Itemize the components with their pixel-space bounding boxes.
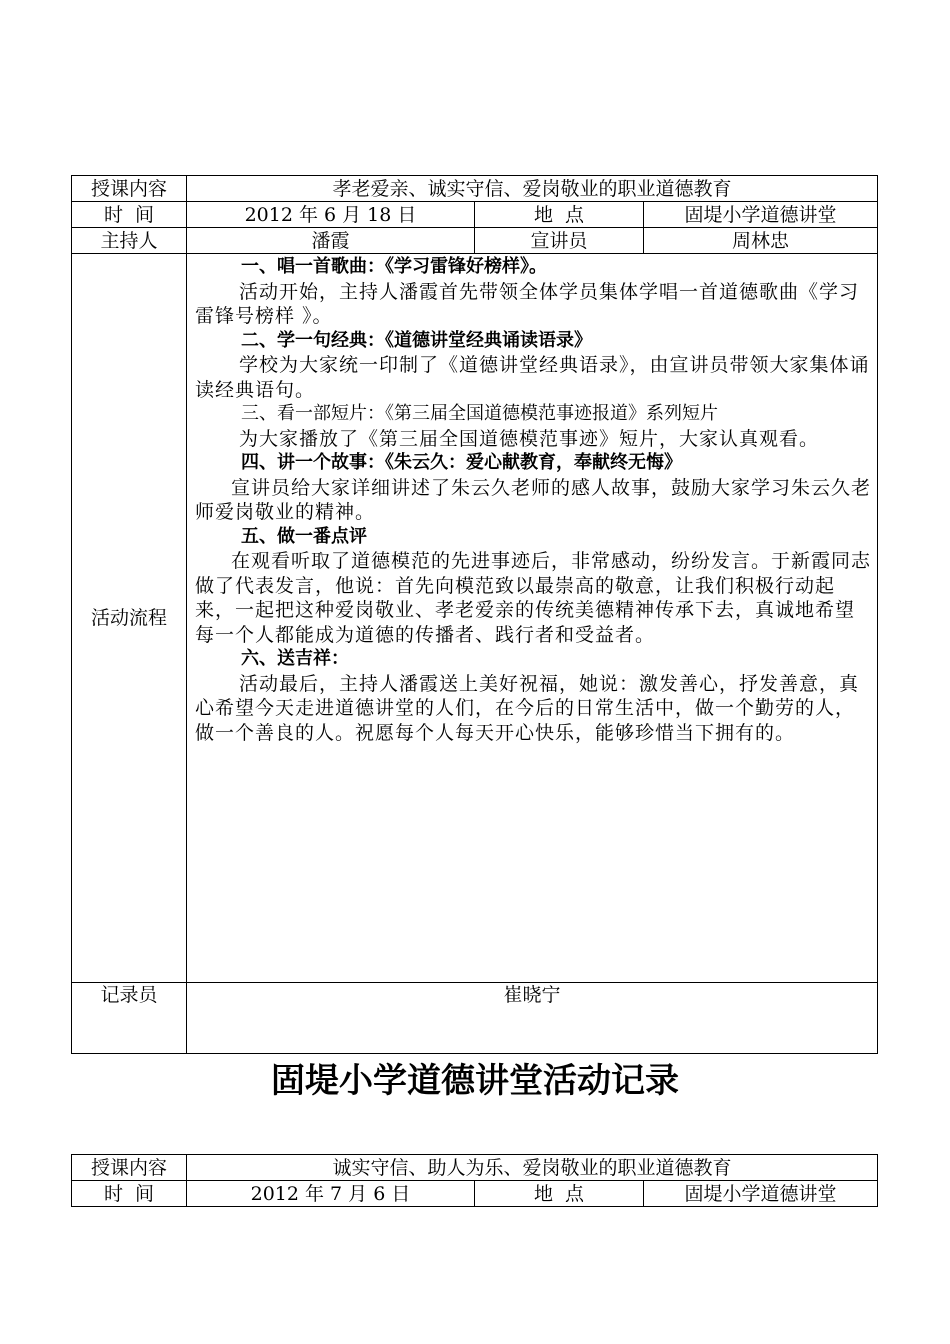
content-value: 孝老爱亲、诚实守信、爱岗敬业的职业道德教育 bbox=[187, 176, 878, 202]
recorder-value: 崔晓宁 bbox=[187, 983, 878, 1054]
place-value: 固堤小学道德讲堂 bbox=[644, 202, 878, 228]
time-value: 2012 年 7 月 6 日 bbox=[187, 1181, 475, 1207]
record-table-1 bbox=[71, 175, 878, 1054]
page-title: 固堤小学道德讲堂活动记录 bbox=[271, 1061, 679, 1101]
flow-heading-5: 五、做一番点评 bbox=[241, 525, 367, 547]
flow-paragraph-6: 活动最后，主持人潘霞送上美好祝福，她说：激发善心，抒发善意，真心希望今天走进道德讲堂的人们，在今后的日常生活中，做一个勤劳的人，做一个善良的人。祝愿每个人每天开心快乐，能够珍惜当下拥有的。 bbox=[195, 672, 860, 744]
flow-heading-2: 二、学一句经典：《道德讲堂经典诵读语录》 bbox=[241, 329, 592, 351]
flow-heading-3: 三、看一部短片：《第三届全国道德模范事迹报道》系列短片 bbox=[241, 403, 718, 424]
speaker-value: 周林忠 bbox=[644, 228, 878, 254]
flow-paragraph-1: 活动开始，主持人潘霞首先带领全体学员集体学唱一首道德歌曲《学习雷锋号榜样 》。 bbox=[195, 280, 860, 327]
flow-paragraph-4: 宣讲员给大家详细讲述了朱云久老师的感人故事，鼓励大家学习朱云久老师爱岗敬业的精神。 bbox=[195, 476, 872, 523]
place-label: 地 点 bbox=[475, 202, 644, 228]
flow-paragraph-2: 学校为大家统一印制了《道德讲堂经典语录》，由宣讲员带领大家集体诵读经典语句。 bbox=[195, 354, 870, 401]
content-value: 诚实守信、助人为乐、爱岗敬业的职业道德教育 bbox=[187, 1155, 878, 1181]
time-label: 时 间 bbox=[72, 202, 187, 228]
time-value: 2012 年 6 月 18 日 bbox=[187, 202, 475, 228]
place-value: 固堤小学道德讲堂 bbox=[644, 1181, 878, 1207]
flow-heading-4: 四、讲一个故事：《朱云久：爱心献教育，奉献终无悔》 bbox=[241, 452, 682, 473]
flow-heading-1: 一、唱一首歌曲：《学习雷锋好榜样》。 bbox=[241, 256, 547, 277]
place-label: 地 点 bbox=[475, 1181, 644, 1207]
flow-content bbox=[187, 254, 878, 983]
record-table-2 bbox=[71, 1154, 878, 1207]
host-label: 主持人 bbox=[72, 228, 187, 254]
recorder-label: 记录员 bbox=[72, 983, 187, 1054]
flow-paragraph-5: 在观看听取了道德模范的先进事迹后，非常感动，纷纷发言。于新霞同志做了代表发言，他说：首先向模范致以最崇高的敬意，让我们积极行动起来，一起把这种爱岗敬业、孝老爱亲的传统美德精神传承下去，真诚地希望每一个人都能成为道德的传播者、践行者和受益者。 bbox=[195, 550, 872, 646]
flow-label: 活动流程 bbox=[72, 254, 187, 983]
content-label: 授课内容 bbox=[72, 1155, 187, 1181]
speaker-label: 宣讲员 bbox=[475, 228, 644, 254]
flow-paragraph-3: 为大家播放了《第三届全国道德模范事迹》短片，大家认真观看。 bbox=[239, 427, 820, 450]
time-label: 时 间 bbox=[72, 1181, 187, 1207]
content-label: 授课内容 bbox=[72, 176, 187, 202]
host-value: 潘霞 bbox=[187, 228, 475, 254]
flow-heading-6: 六、送吉祥： bbox=[241, 648, 349, 669]
